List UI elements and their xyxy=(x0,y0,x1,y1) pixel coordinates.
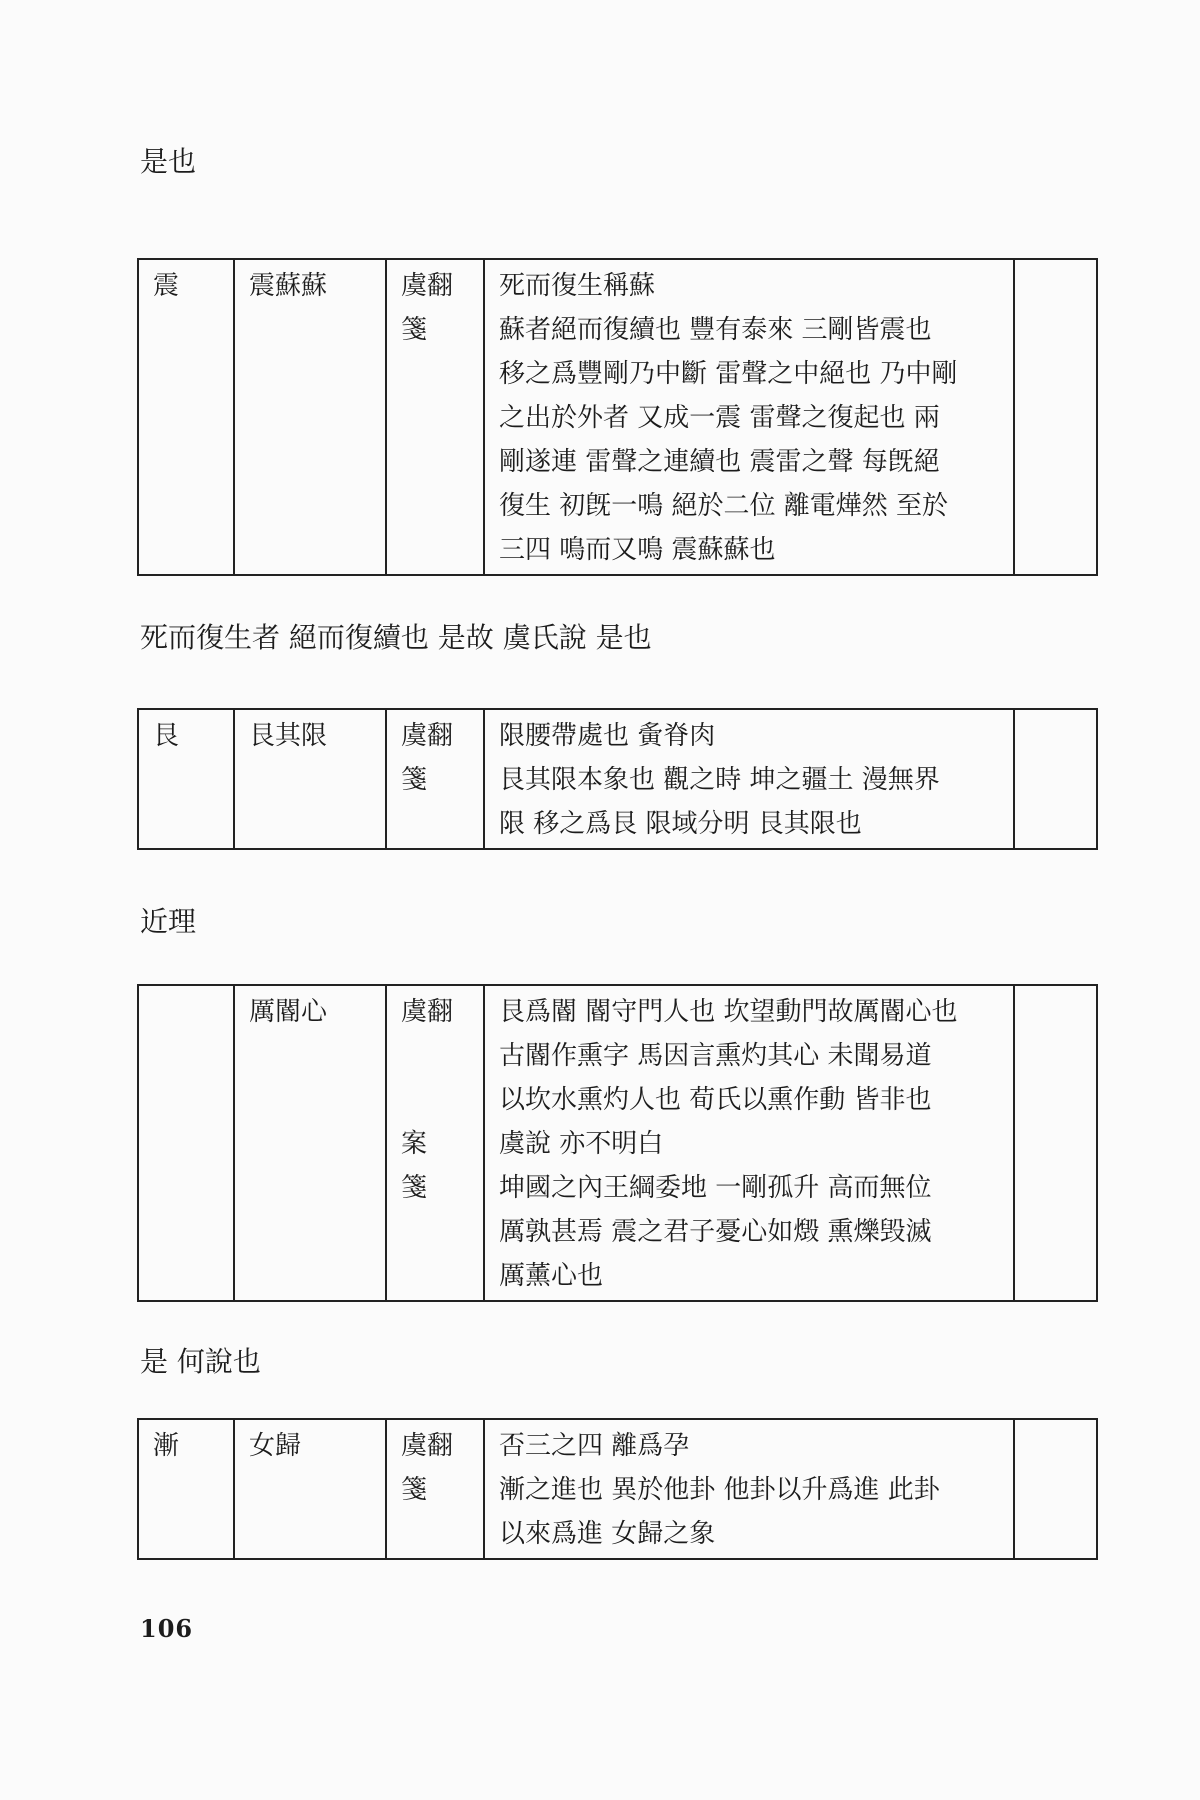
commentary-cell: 限腰帶處也 夤脊肉 艮其限本象也 觀之時 坤之疆土 漫無界 限 移之爲艮 限域分明 艮其限也 xyxy=(484,709,1014,849)
phrase-cell: 震蘇蘇 xyxy=(234,259,386,575)
entry-table-jian xyxy=(137,1418,1098,1560)
notes-cell xyxy=(1014,709,1097,849)
phrase-cell: 艮其限 xyxy=(234,709,386,849)
commentary-cell: 艮爲閽 閽守門人也 坎望動門故厲閽心也 古閽作熏字 馬因言熏灼其心 未聞易道 以坎水熏灼人也 荀氏以熏作動 皆非也 虞說 亦不明白 坤國之內王綱委地 一剛孤升 高而無位 厲孰甚焉 震之君子憂心如燬 熏爍毁滅 厲薰心也 xyxy=(484,985,1014,1301)
paragraph-4: 是 何說也 xyxy=(140,1345,261,1378)
commentary-cell: 否三之四 離爲孕 漸之進也 異於他卦 他卦以升爲進 此卦 以來爲進 女歸之象 xyxy=(484,1419,1014,1559)
hexagram-cell: 震 xyxy=(138,259,234,575)
source-cell: 虞翻 箋 xyxy=(386,1419,484,1559)
paragraph-2: 死而復生者 絕而復續也 是故 虞氏說 是也 xyxy=(140,621,652,654)
hexagram-cell: 漸 xyxy=(138,1419,234,1559)
source-cell: 虞翻 箋 xyxy=(386,709,484,849)
page-number: 106 xyxy=(140,1614,194,1643)
phrase-cell: 女歸 xyxy=(234,1419,386,1559)
source-cell: 虞翻 箋 xyxy=(386,259,484,575)
paragraph-1: 是也 xyxy=(140,145,197,178)
notes-cell xyxy=(1014,985,1097,1301)
source-cell: 虞翻 案 箋 xyxy=(386,985,484,1301)
hexagram-cell: 艮 xyxy=(138,709,234,849)
notes-cell xyxy=(1014,259,1097,575)
entry-table-li-hun-xin xyxy=(137,984,1098,1302)
notes-cell xyxy=(1014,1419,1097,1559)
phrase-cell: 厲閽心 xyxy=(234,985,386,1301)
entry-table-zhen xyxy=(137,258,1098,576)
hexagram-cell xyxy=(138,985,234,1301)
paragraph-3: 近理 xyxy=(140,905,197,938)
entry-table-gen xyxy=(137,708,1098,850)
commentary-cell: 死而復生稱蘇 蘇者絕而復續也 豐有泰來 三剛皆震也 移之爲豐剛乃中斷 雷聲之中絕也 乃中剛 之出於外者 又成一震 雷聲之復起也 兩 剛遂連 雷聲之連續也 震雷之聲 每旣絕 復生 初旣一鳴 絕於二位 離電燁然 至於 三四 鳴而又鳴 震蘇蘇也 xyxy=(484,259,1014,575)
